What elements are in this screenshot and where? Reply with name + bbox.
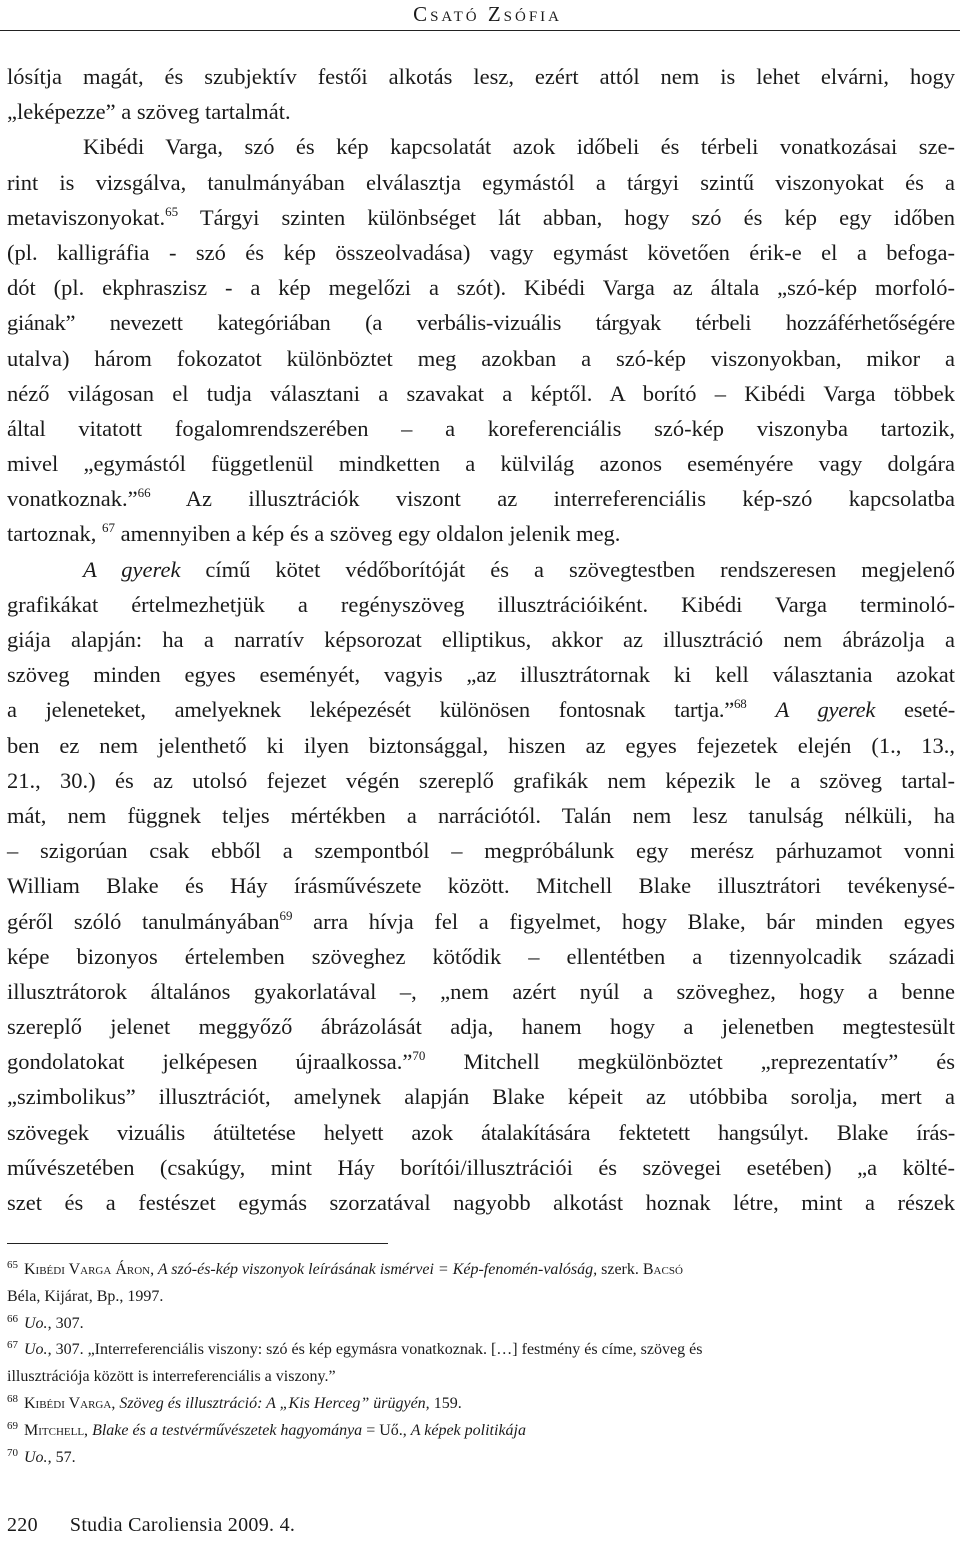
text-line: művészetében (csakúgy, mint Háy borítói/illusztrációi és szövegei esetében) „a költé-	[7, 1154, 955, 1180]
footnote-ref-70[interactable]: 70	[412, 1048, 426, 1064]
footnote-ref-65[interactable]: 65	[165, 203, 179, 219]
footnote-number: 70	[7, 1446, 18, 1459]
footnote-author: Mitchell,	[24, 1421, 89, 1439]
text-line	[7, 904, 955, 939]
footnote-67	[7, 1337, 955, 1364]
page-number: 220	[7, 1514, 38, 1536]
text-line: által vitatott fogalomrendszerében – a koreferenciális szó-kép viszonyba tartozik,	[7, 415, 955, 441]
footnote-66	[7, 1311, 955, 1338]
footnote-title: A képek politikája	[410, 1421, 526, 1439]
text-line: szet és a festészet egymás szorzatával nagyobb alkotást hoznak létre, mint a részek	[7, 1190, 955, 1215]
footnote-67-cont: illusztrációja között is interreferenciális a viszony.”	[7, 1368, 336, 1386]
text-line: (pl. kalligráfia - szó és kép összeolvadása) vagy egymást követően érik-e el a befoga-	[7, 239, 955, 265]
footnotes	[7, 1257, 955, 1471]
text-line	[7, 552, 955, 587]
page-footer	[7, 1514, 295, 1537]
text-line	[7, 692, 955, 727]
footnote-author: Kibédi Varga Áron,	[24, 1261, 155, 1278]
footnote-ref: Uo.	[24, 1448, 48, 1466]
text-line: Kibédi Varga, szó és kép kapcsolatát azok időbeli és térbeli vonatkozásai sze-	[83, 134, 955, 160]
text-line: szereplő jelenet meggyőző ábrázolását adja, hanem hogy a jelenetben megtestesült	[7, 1014, 955, 1040]
footnote-65-cont: Béla, Kijárat, Bp., 1997.	[7, 1287, 164, 1305]
footnote-text: , 307. „Interreferenciális viszony: szó és kép egymásra vonatkoznak. […] festmény és címe, szöveg és	[47, 1341, 703, 1359]
text-line: utalva) három fokozatot különböztet meg azokban a szó-kép viszonyokban, mikor a	[7, 345, 955, 371]
text-span: géről szóló tanulmányában	[7, 908, 280, 934]
journal-name: Studia Caroliensia 2009. 4.	[69, 1514, 296, 1536]
footnote-65	[7, 1257, 955, 1284]
footnote-divider	[7, 1243, 388, 1244]
text-line: szövegek vizuális átültetése helyett azok átalakítására fektetett hangsúlyt. Blake írás-	[7, 1119, 955, 1145]
footnote-text: szerk.	[597, 1261, 643, 1278]
footnote-author: Kibédi Varga,	[24, 1394, 116, 1412]
text-span: arra hívja fel a figyelmet, hogy Blake, bár minden egyes	[292, 908, 955, 934]
text-line	[7, 481, 955, 516]
footnote-69	[7, 1418, 955, 1445]
text-line: mivel „egymástól függetlenül mindketten a külvilág azonos eseményére vagy dolgára	[7, 451, 955, 477]
text-line: „leképezze” a szöveg tartalmát.	[7, 99, 291, 125]
text-line	[7, 516, 955, 551]
book-title: A gyerek	[775, 697, 876, 723]
text-span: tartoznak,	[7, 521, 102, 547]
footnote-title: Szöveg és illusztráció: A „Kis Herceg” ürügyén,	[115, 1394, 430, 1412]
text-line: szöveg minden egyes eseményét, vagyis „az illusztrátornak ki kell választania azokat	[7, 662, 955, 688]
text-span: című kötet védőborítóját és a szövegtestben rendszeresen megjelenő	[180, 556, 955, 582]
text-line	[7, 200, 955, 235]
text-span: amennyiben a kép és a szöveg egy oldalon jelenik meg.	[114, 521, 621, 547]
text-span: vonatkoznak.”	[7, 486, 138, 512]
footnote-number: 68	[7, 1392, 18, 1405]
text-line: ben ez nem jelenthető ki ilyen biztonsággal, hiszen az egyes fejezetek elején (1., 13.,	[7, 732, 955, 758]
footnote-number: 69	[7, 1419, 18, 1432]
running-header	[0, 0, 960, 31]
footnote-ref-66[interactable]: 66	[137, 485, 151, 501]
footnote-number: 65	[7, 1259, 18, 1271]
footnote-ref-68[interactable]: 68	[734, 696, 747, 712]
text-line: képe bizonyos értelemben szöveghez kötődik – ellentétben a tizennyolcadik századi	[7, 943, 955, 969]
text-span: gondolatokat jelképesen újraalkossa.”	[7, 1049, 413, 1075]
text-span: a jeleneteket, amelyeknek leképezését különösen fontosnak tartja.”	[7, 697, 735, 723]
text-line: giának” nevezett kategóriában (a verbális-vizuális tárgyak térbeli hozzáférhetőségére	[7, 310, 955, 336]
footnote-number: 67	[7, 1339, 18, 1352]
footnote-number: 66	[7, 1312, 18, 1325]
text-line: grafikákat értelmezhetjük a regényszöveg illusztrációiként. Kibédi Varga terminoló-	[7, 591, 955, 617]
body-text	[7, 59, 955, 1220]
text-line: illusztrátorok általános gyakorlatával –, „nem azért nyúl a szöveghez, hogy a benne	[7, 978, 955, 1004]
footnote-text: = Uő.,	[362, 1421, 411, 1439]
footnote-title: A szó-és-kép viszonyok leírásának ismérvei = Kép-fenomén-valóság,	[154, 1261, 598, 1278]
footnote-text: , 307.	[47, 1314, 84, 1332]
text-line: lósítja magát, és szubjektív festői alkotás lesz, ezért attól nem is lehet elvárni, hogy	[7, 64, 955, 89]
text-line: néző világosan el tudja választani a szavakat a képtől. A borító – Kibédi Varga többek	[7, 380, 955, 406]
text-span: eseté-	[875, 697, 955, 723]
book-title: A gyerek	[83, 556, 181, 582]
footnote-70	[7, 1445, 955, 1472]
running-title: Csató Zsófia	[413, 2, 562, 26]
footnote-ref-69[interactable]: 69	[279, 907, 293, 923]
footnote-title: Blake és a testvérművészetek hagyománya	[88, 1421, 363, 1439]
text-span: metaviszonyokat.	[7, 204, 166, 230]
text-line: dót (pl. ekphraszisz - a kép megelőzi a szót). Kibédi Varga az általa „szó-kép morfoló-	[7, 275, 955, 301]
text-span: Tárgyi szinten különbséget lát abban, hogy szó és kép egy időben	[178, 204, 955, 230]
text-line: – szigorúan csak ebből a szempontból – megpróbálunk egy merész párhuzamot vonni	[7, 838, 955, 864]
text-span	[747, 697, 776, 722]
text-line: William Blake és Háy írásművészete között. Mitchell Blake illusztrátori tevékenysé-	[7, 873, 955, 899]
text-line: giája alapján: ha a narratív képsorozat elliptikus, akkor az illusztráció nem ábrázolja a	[7, 627, 955, 652]
footnote-ref: Uo.	[24, 1314, 48, 1332]
text-line: 21., 30.) és az utolsó fejezet végén szereplő grafikák nem képezik le a szöveg tartal-	[7, 767, 955, 793]
text-span: Az illusztrációk viszont az interreferenciális kép-szó kapcsolatba	[150, 486, 955, 512]
text-line	[7, 1044, 955, 1079]
footnote-text: 159.	[429, 1394, 462, 1412]
footnote-68	[7, 1391, 955, 1418]
text-line: „szimbolikus” illusztrációt, amelynek alapján Blake képeit az utóbbiba sorolja, mert a	[7, 1084, 955, 1110]
footnote-ref: Uo.	[24, 1341, 48, 1359]
footnote-text: , 57.	[47, 1448, 76, 1466]
footnote-editor: Bacsó	[642, 1261, 683, 1278]
text-span: Mitchell megkülönböztet „reprezentatív” és	[425, 1049, 955, 1075]
text-line: mát, nem függnek teljes mértékben a narrációtól. Talán nem lesz tanulság nélküli, ha	[7, 802, 955, 828]
footnote-ref-67[interactable]: 67	[101, 520, 115, 536]
text-line: rint is vizsgálva, tanulmányában elválasztja egymástól a tárgyi szintű viszonyokat és a	[7, 169, 955, 195]
